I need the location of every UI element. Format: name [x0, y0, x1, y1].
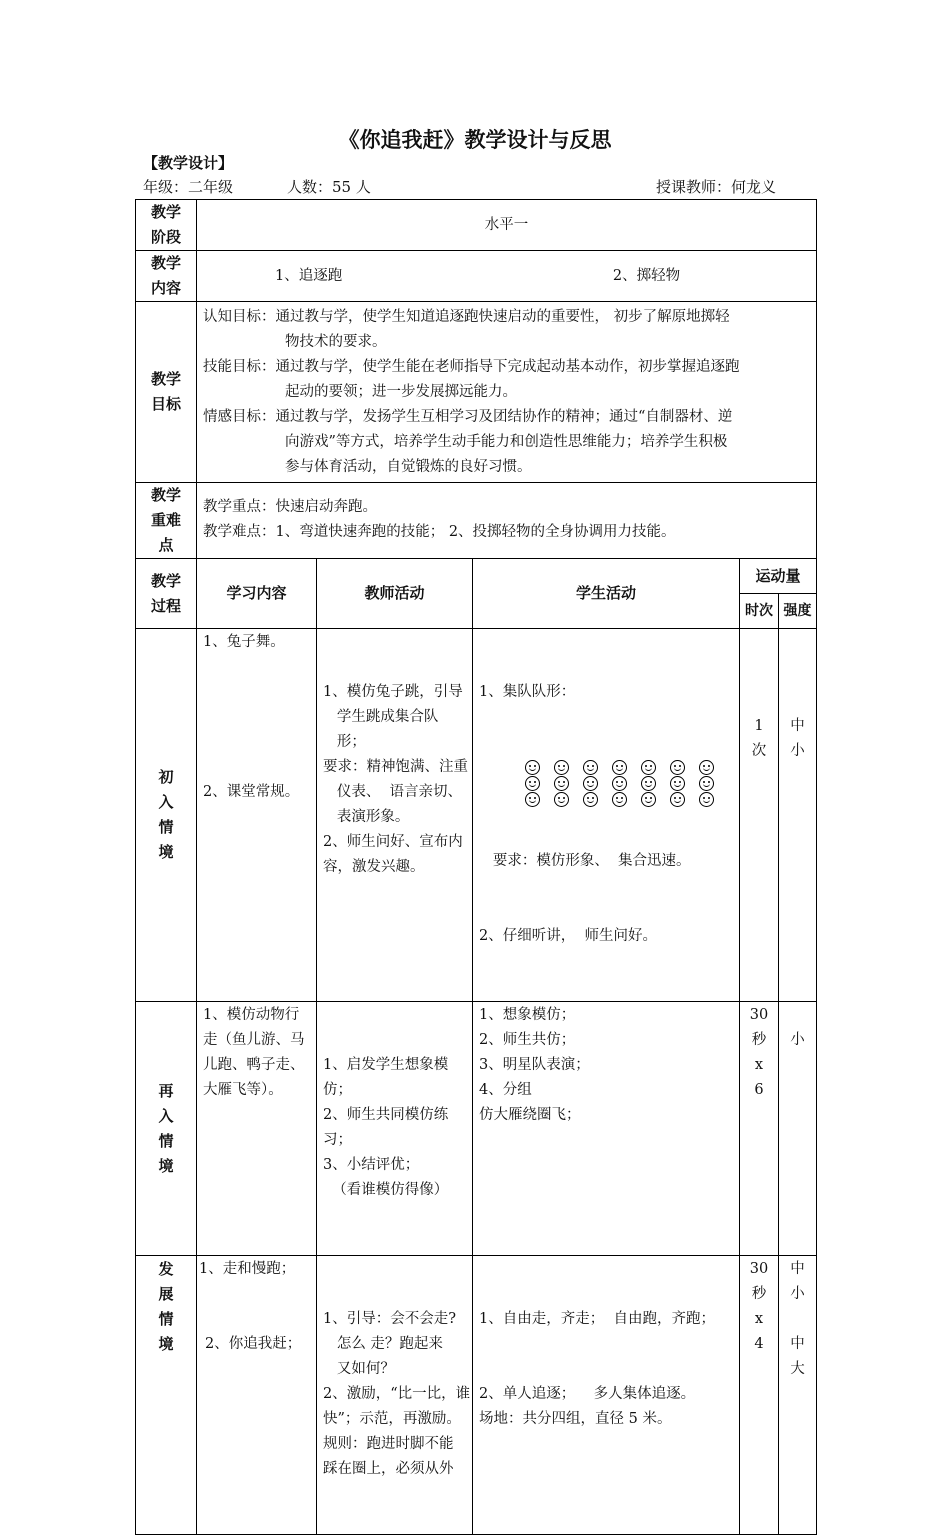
- row1-teacher: 1、模仿兔子跳，引导 学生跳成集合队 形； 要求：精神饱满、注重 仪表、 语言亲切、 表演形象。 2、师生问好、宣布内 容，激发兴趣。: [317, 629, 473, 1002]
- smiley-icon: [699, 776, 714, 791]
- row3-student: 1、自由走，齐走； 自由跑，齐跑； 2、单人追逐； 多人集体追逐。 场地：共分四组，直径 5 米。: [473, 1256, 740, 1535]
- key-point: 教学重点：快速启动奔跑。: [203, 499, 377, 515]
- smiley-icon: [612, 776, 627, 791]
- smiley-icon: [641, 776, 656, 791]
- goals-label: 教学 目标: [136, 302, 197, 483]
- goal-cognitive-2: 物技术的要求。: [285, 334, 387, 350]
- smiley-icon: [670, 776, 685, 791]
- smiley-icon: [525, 792, 540, 807]
- row1-student: 1、集队队形： 要求：模仿形象、 集合迅速。 2、仔细听讲， 师生问好。: [473, 629, 740, 1002]
- smiley-icon: [670, 760, 685, 775]
- goal-emotion-2: 向游戏”等方式，培养学生动手能力和创造性思维能力；培养学生积极: [285, 434, 728, 450]
- header-student: 学生活动: [473, 559, 740, 629]
- content-item-2: 2、掷轻物: [612, 267, 681, 284]
- key-points-text: [197, 483, 817, 559]
- smiley-icon: [525, 760, 540, 775]
- smiley-icon: [670, 792, 685, 807]
- goal-skill-1: 技能目标：通过教与学，使学生能在老师指导下完成起动基本动作，初步掌握追逐跑: [203, 359, 740, 375]
- smiley-icon: [612, 760, 627, 775]
- goal-skill-2: 起动的要领；进一步发展掷远能力。: [285, 384, 517, 400]
- row2-content: 1、模仿动物行 走（鱼儿游、马 儿跑、鸭子走、 大雁飞等）。: [197, 1002, 317, 1256]
- stage-row-initial: [136, 629, 817, 1002]
- header-content: 学习内容: [197, 559, 317, 629]
- grade-text: 年级：二年级: [143, 178, 234, 196]
- row3-content: 1、走和慢跑； 2、你追我赶；: [197, 1256, 317, 1535]
- goals-row: [136, 302, 817, 483]
- row1-times: 1 次: [740, 629, 779, 1002]
- section-label: 【教学设计】: [143, 154, 234, 172]
- stage-label: 教学 阶段: [136, 200, 197, 251]
- row2-times: 30 秒 x 6: [740, 1002, 779, 1256]
- smiley-icon: [554, 760, 569, 775]
- teacher-text: 授课教师：何龙义: [656, 178, 777, 196]
- smiley-icon: [583, 792, 598, 807]
- smiley-icon: [612, 792, 627, 807]
- smiley-icon: [554, 776, 569, 791]
- formation-smileys: [525, 760, 735, 807]
- row3-teacher: 1、引导：会不会走? 怎么 走？跑起来 又如何？ 2、激励，“比一比，谁 快”；示范，再激励。 规则：跑进时脚不能 踩在圈上，必须从外: [317, 1256, 473, 1535]
- row1-intensity: 中 小: [779, 629, 817, 1002]
- smiley-icon: [583, 776, 598, 791]
- content-item-1: 1、追逐跑: [275, 267, 343, 284]
- row3-intensity: 中 小 中 大: [779, 1256, 817, 1535]
- stage-row-develop: [136, 1256, 817, 1535]
- stage-value: 水平一: [197, 200, 817, 251]
- process-label: 教学 过程: [136, 559, 197, 629]
- header-teacher: 教师活动: [317, 559, 473, 629]
- content-items: [197, 251, 817, 302]
- smiley-icon: [699, 760, 714, 775]
- process-header-row-1: [136, 559, 817, 594]
- goal-emotion-3: 参与体育活动，自觉锻炼的良好习惯。: [285, 459, 532, 475]
- smiley-icon: [699, 792, 714, 807]
- stage-row: [136, 200, 817, 251]
- stage-again: 再 入 情 境: [136, 1002, 197, 1256]
- content-row: [136, 251, 817, 302]
- row1-content: 1、兔子舞。 2、课堂常规。: [197, 629, 317, 1002]
- goals-text: [197, 302, 817, 483]
- smiley-icon: [554, 792, 569, 807]
- header-times: 时次: [740, 594, 779, 629]
- key-points-label: 教学 重难 点: [136, 483, 197, 559]
- page-title: 《你追我赶》教学设计与反思: [338, 128, 612, 152]
- goal-cognitive-1: 认知目标：通过教与学，使学生知道追逐跑快速启动的重要性， 初步了解原地掷轻: [203, 309, 730, 325]
- smiley-icon: [641, 760, 656, 775]
- goal-emotion-1: 情感目标：通过教与学，发扬学生互相学习及团结协作的精神；通过“自制器材、逆: [203, 409, 733, 425]
- stage-row-again: [136, 1002, 817, 1256]
- row2-teacher: 1、启发学生想象模 仿； 2、师生共同模仿练 习； 3、小结评优； （看谁模仿得像）: [317, 1002, 473, 1256]
- difficulty-point: 教学难点：1、弯道快速奔跑的技能； 2、投掷轻物的全身协调用力技能。: [203, 524, 676, 540]
- row2-student: 1、想象模仿； 2、师生共仿； 3、明星队表演； 4、分组 仿大雁绕圈飞；: [473, 1002, 740, 1256]
- row2-intensity: 小: [779, 1002, 817, 1256]
- header-intensity: 强度: [779, 594, 817, 629]
- stage-initial: 初 入 情 境: [136, 629, 197, 1002]
- content-label: 教学 内容: [136, 251, 197, 302]
- stage-develop: 发 展 情 境: [136, 1256, 197, 1535]
- student-count-text: 人数：55 人: [287, 178, 371, 196]
- smiley-icon: [525, 776, 540, 791]
- header-load: 运动量: [740, 559, 817, 594]
- key-points-row: [136, 483, 817, 559]
- row3-times: 30 秒 x 4: [740, 1256, 779, 1535]
- smiley-icon: [583, 760, 598, 775]
- lesson-table: [135, 199, 817, 1535]
- smiley-icon: [641, 792, 656, 807]
